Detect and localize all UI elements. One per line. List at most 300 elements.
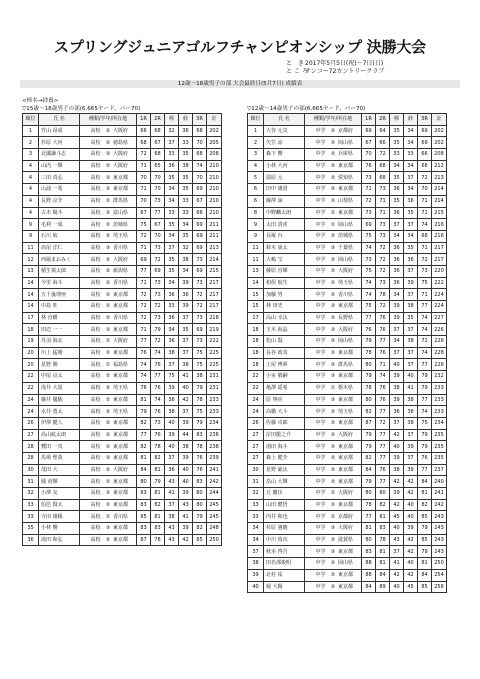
- total-score: 211: [207, 219, 222, 231]
- rank-cell: 35: [23, 523, 39, 535]
- school-grade-pref-cell: [80, 406, 137, 418]
- round1-score: 78: [362, 382, 376, 394]
- school-type: 中学: [315, 572, 326, 579]
- round1-score: 88: [362, 569, 376, 581]
- front-nine-score: 39: [390, 301, 404, 313]
- total-score: 244: [207, 488, 222, 500]
- grade: ②: [105, 443, 111, 450]
- table-row: [248, 336, 447, 348]
- prefecture: 京都府: [337, 128, 353, 135]
- back-nine-score: 37: [179, 406, 193, 418]
- column-header: 紗: [179, 114, 193, 126]
- column-header: 氏 名: [264, 114, 305, 126]
- total-score: 210: [207, 195, 222, 207]
- round1-score: 72: [137, 230, 151, 242]
- round3-score: 83: [193, 476, 207, 488]
- prefecture: 東京都: [337, 455, 353, 462]
- rank-cell: 18: [248, 359, 264, 371]
- rank-cell: 3: [23, 149, 39, 161]
- grade: ①: [330, 221, 336, 228]
- back-nine-score: 42: [179, 394, 193, 406]
- back-nine-score: 37: [404, 429, 418, 441]
- school-type: 中学: [315, 443, 326, 450]
- school-type: 高校: [90, 268, 101, 275]
- table-row: [248, 429, 447, 441]
- grade: ②: [330, 174, 336, 181]
- front-nine-score: 37: [165, 359, 179, 371]
- total-score: 243: [432, 546, 447, 558]
- round2-score: 89: [376, 581, 390, 593]
- grade-wrapper: [103, 313, 113, 323]
- round1-score: 79: [137, 406, 151, 418]
- rank-cell: 14: [248, 277, 264, 289]
- round1-score: 71: [137, 324, 151, 336]
- total-score: 217: [207, 277, 222, 289]
- front-nine-score: 36: [165, 289, 179, 301]
- rank-cell: 15: [248, 289, 264, 301]
- prefecture: 大阪府: [112, 466, 128, 473]
- total-score: 210: [207, 172, 222, 184]
- player-name: 三田 真弘: [39, 172, 80, 184]
- rank-cell: 4: [23, 172, 39, 184]
- prefecture: 東京都: [112, 350, 128, 357]
- round3-score: 69: [418, 137, 432, 149]
- round1-score: 77: [362, 511, 376, 523]
- player-name: 丹羽 海太: [39, 336, 80, 348]
- rank-cell: 4: [23, 195, 39, 207]
- grade: ②: [330, 478, 336, 485]
- grade: ②: [105, 420, 111, 427]
- rank-cell: 18: [248, 347, 264, 359]
- table-row: [23, 347, 222, 359]
- total-score: 202: [207, 125, 222, 137]
- table-row: [248, 312, 447, 324]
- school-grade-pref-cell: [80, 394, 137, 406]
- grade-wrapper: [103, 430, 113, 440]
- prefecture: 愛知県: [337, 174, 353, 181]
- rank-cell: 4: [23, 207, 39, 219]
- grade-wrapper: [328, 278, 338, 288]
- back-nine-score: 35: [179, 230, 193, 242]
- school-type: 高校: [90, 431, 101, 438]
- total-score: 241: [432, 488, 447, 500]
- school-type: 中学: [315, 209, 326, 216]
- player-name: 高山航太朗: [39, 429, 80, 441]
- front-nine-score: 37: [390, 347, 404, 359]
- total-score: 233: [207, 394, 222, 406]
- school-grade-pref-cell: [305, 569, 362, 581]
- round2-score: 68: [151, 149, 165, 161]
- round2-score: 77: [151, 371, 165, 383]
- round1-score: 81: [362, 523, 376, 535]
- prefecture: 埼玉県: [337, 279, 353, 286]
- round1-score: 80: [362, 534, 376, 546]
- total-score: 233: [432, 382, 447, 394]
- grade: ②: [105, 350, 111, 357]
- table-row: [23, 476, 222, 488]
- round1-score: 77: [137, 336, 151, 348]
- column-header: 3R: [193, 114, 207, 126]
- table-row: [23, 149, 222, 161]
- prefecture: 東京都: [337, 478, 353, 485]
- table-row: [23, 230, 222, 242]
- back-nine-score: 39: [179, 452, 193, 464]
- back-nine-score: 40: [404, 558, 418, 570]
- table-row: [23, 464, 222, 476]
- round2-score: 83: [151, 523, 165, 535]
- grade-wrapper: [103, 465, 113, 475]
- front-nine-score: 36: [390, 254, 404, 266]
- back-nine-score: 39: [404, 277, 418, 289]
- back-nine-score: 39: [179, 301, 193, 313]
- player-name: 北國謙斗志: [39, 149, 80, 161]
- table-row: [23, 160, 222, 172]
- player-name: 川上 猛晴: [39, 347, 80, 359]
- round3-score: 84: [418, 476, 432, 488]
- player-name: 毛利 一成: [39, 219, 80, 231]
- player-name: 今里 海斗: [39, 277, 80, 289]
- round2-score: 81: [376, 546, 390, 558]
- column-header: 順位: [23, 114, 39, 126]
- front-nine-score: 35: [165, 172, 179, 184]
- round3-score: 80: [193, 488, 207, 500]
- player-name: 林 直樹: [39, 312, 80, 324]
- round1-score: 79: [362, 336, 376, 348]
- school-type: 高校: [90, 502, 101, 509]
- grade: ③: [330, 373, 336, 380]
- back-nine-score: 34: [404, 160, 418, 172]
- school-type: 中学: [315, 291, 326, 298]
- rank-cell: 24: [23, 394, 39, 406]
- total-score: 237: [432, 464, 447, 476]
- school-type: 高校: [90, 478, 101, 485]
- school-type: 中学: [315, 560, 326, 567]
- grade: ③: [330, 139, 336, 146]
- back-nine-score: 36: [404, 254, 418, 266]
- player-name: 柏俣 航生: [264, 277, 305, 289]
- round3-score: 74: [418, 219, 432, 231]
- round1-score: 78: [362, 499, 376, 511]
- grade-wrapper: [103, 126, 113, 136]
- back-nine-score: 38: [404, 406, 418, 418]
- front-nine-score: 37: [165, 242, 179, 254]
- school-grade-pref-cell: [305, 499, 362, 511]
- prefecture: 香川県: [112, 315, 128, 322]
- table-row: [248, 254, 447, 266]
- round2-score: 73: [151, 312, 165, 324]
- back-nine-score: 34: [404, 184, 418, 196]
- total-score: 250: [432, 558, 447, 570]
- front-nine-score: 37: [390, 219, 404, 231]
- front-nine-score: 35: [390, 137, 404, 149]
- back-nine-score: 39: [404, 523, 418, 535]
- grade: ③: [330, 244, 336, 251]
- rank-cell: 36: [23, 534, 39, 546]
- front-nine-score: 39: [165, 382, 179, 394]
- prefecture: 東京都: [112, 490, 128, 497]
- school-grade-pref-cell: [305, 371, 362, 383]
- school-grade-pref-cell: [80, 534, 137, 546]
- round3-score: 83: [193, 429, 207, 441]
- round1-score: 79: [362, 441, 376, 453]
- table-row: [248, 242, 447, 254]
- round2-score: 72: [376, 265, 390, 277]
- front-nine-score: 39: [390, 312, 404, 324]
- table-row: [23, 195, 222, 207]
- school-type: 中学: [315, 408, 326, 415]
- grade: ②: [105, 291, 111, 298]
- back-nine-score: 42: [404, 546, 418, 558]
- school-grade-pref-cell: [305, 488, 362, 500]
- round1-score: 72: [137, 301, 151, 313]
- school-type: 高校: [90, 209, 101, 216]
- back-nine-score: 39: [179, 417, 193, 429]
- round3-score: 68: [418, 230, 432, 242]
- round3-score: 75: [418, 417, 432, 429]
- round1-score: 76: [137, 382, 151, 394]
- back-nine-score: 39: [404, 441, 418, 453]
- prefecture: 大阪府: [112, 338, 128, 345]
- school-grade-pref-cell: [80, 160, 137, 172]
- grade-wrapper: [103, 453, 113, 463]
- front-nine-score: 38: [390, 382, 404, 394]
- table-row: [248, 207, 447, 219]
- player-name: 藤井 優駿: [39, 394, 80, 406]
- school-grade-pref-cell: [305, 347, 362, 359]
- grade-wrapper: [328, 465, 338, 475]
- round3-score: 73: [193, 336, 207, 348]
- school-grade-pref-cell: [305, 429, 362, 441]
- front-nine-score: 36: [390, 277, 404, 289]
- back-nine-score: 39: [404, 464, 418, 476]
- round2-score: 73: [151, 195, 165, 207]
- round2-score: 71: [376, 195, 390, 207]
- prefecture: 大阪府: [112, 163, 128, 170]
- table-row: [23, 417, 222, 429]
- round1-score: 71: [137, 277, 151, 289]
- round3-score: 38: [193, 371, 207, 383]
- front-nine-score: 40: [165, 417, 179, 429]
- back-nine-score: 42: [404, 534, 418, 546]
- round2-score: 73: [151, 417, 165, 429]
- total-score: 215: [207, 265, 222, 277]
- grade-wrapper: [328, 383, 338, 393]
- column-header: 種類/学年/所在地: [80, 114, 137, 126]
- total-score: 211: [207, 230, 222, 242]
- column-header: 順位: [248, 114, 264, 126]
- round3-score: 69: [193, 219, 207, 231]
- rank-cell: 37: [248, 546, 264, 558]
- round1-score: 83: [137, 488, 151, 500]
- front-nine-score: 39: [390, 488, 404, 500]
- prefecture: 茨城県: [337, 233, 353, 240]
- school-type: 高校: [90, 373, 101, 380]
- table-row: [248, 499, 447, 511]
- grade-wrapper: [328, 488, 338, 498]
- player-name: 土屋 博夢: [264, 359, 305, 371]
- school-type: 中学: [315, 186, 326, 193]
- player-name: 浅井 大周: [39, 382, 80, 394]
- school-type: 高校: [90, 385, 101, 392]
- school-grade-pref-cell: [80, 277, 137, 289]
- grade-wrapper: [328, 535, 338, 545]
- player-name: 馬場 聖哉: [39, 452, 80, 464]
- player-name: 藤澤 諒: [264, 195, 305, 207]
- rank-cell: 6: [248, 195, 264, 207]
- column-header: 1R: [137, 114, 151, 126]
- rank-cell: 11: [23, 242, 39, 254]
- school-type: 中学: [315, 221, 326, 228]
- rank-cell: 1: [23, 125, 39, 137]
- grade: ③: [105, 490, 111, 497]
- prefecture: 東京都: [337, 396, 353, 403]
- rank-cell: 14: [23, 301, 39, 313]
- total-score: 205: [207, 137, 222, 149]
- total-score: 210: [207, 160, 222, 172]
- grade-wrapper: [328, 500, 338, 510]
- prefecture: 徳島県: [112, 139, 128, 146]
- back-nine-score: 45: [404, 581, 418, 593]
- player-name: 滝田 和弘: [39, 534, 80, 546]
- rank-cell: 18: [23, 324, 39, 336]
- round2-score: 68: [151, 125, 165, 137]
- table-row: [248, 546, 447, 558]
- total-score: 214: [432, 184, 447, 196]
- prefecture: 東京都: [112, 186, 128, 193]
- total-score: 210: [207, 207, 222, 219]
- player-name: 森上 健介: [264, 452, 305, 464]
- grade: ③: [330, 502, 336, 509]
- prefecture: 東京都: [337, 209, 353, 216]
- school-type: 高校: [90, 490, 101, 497]
- rank-cell: 2: [248, 137, 264, 149]
- prefecture: 香川県: [337, 291, 353, 298]
- round1-score: 73: [362, 207, 376, 219]
- grade-wrapper: [103, 220, 113, 230]
- school-type: 中学: [315, 338, 326, 345]
- round3-score: 79: [418, 546, 432, 558]
- back-nine-score: 35: [179, 149, 193, 161]
- round3-score: 78: [193, 394, 207, 406]
- front-nine-score: 36: [165, 312, 179, 324]
- school-type: 高校: [90, 139, 101, 146]
- player-name: 田名部俊明: [264, 558, 305, 570]
- grade-wrapper: [328, 208, 338, 218]
- back-nine-score: 34: [404, 230, 418, 242]
- front-nine-score: 40: [390, 441, 404, 453]
- player-name: 小澤 友: [39, 488, 80, 500]
- grade-wrapper: [103, 360, 113, 370]
- round3-score: 78: [193, 441, 207, 453]
- school-type: 高校: [90, 513, 101, 520]
- round3-score: 66: [418, 149, 432, 161]
- round1-score: 70: [362, 149, 376, 161]
- column-header: 種類/学年/所在地: [305, 114, 362, 126]
- round1-score: 84: [362, 464, 376, 476]
- round1-score: 74: [137, 371, 151, 383]
- school-type: 中学: [315, 396, 326, 403]
- school-grade-pref-cell: [305, 417, 362, 429]
- round2-score: 77: [376, 336, 390, 348]
- player-name: 杉原 憲暁: [264, 523, 305, 535]
- player-name: 亀澤 遥希: [264, 382, 305, 394]
- round1-score: 72: [137, 312, 151, 324]
- player-name: 小林 響: [39, 523, 80, 535]
- front-nine-score: 41: [390, 558, 404, 570]
- table-row: [23, 359, 222, 371]
- grade: ②: [105, 478, 111, 485]
- grade: ③: [330, 350, 336, 357]
- front-nine-score: 34: [165, 184, 179, 196]
- table-row: [23, 382, 222, 394]
- round2-score: 82: [376, 499, 390, 511]
- round3-score: 69: [193, 324, 207, 336]
- grade-wrapper: [103, 395, 113, 405]
- player-name: 竹山 昂成: [39, 125, 80, 137]
- table-row: [248, 406, 447, 418]
- school-grade-pref-cell: [80, 324, 137, 336]
- date-label: と き: [286, 60, 306, 67]
- back-nine-score: 35: [179, 324, 193, 336]
- front-nine-score: 35: [165, 219, 179, 231]
- player-name: 田辺 一一: [39, 324, 80, 336]
- prefecture: 埼玉県: [112, 408, 128, 415]
- column-header: 1R: [362, 114, 376, 126]
- rank-cell: 33: [23, 499, 39, 511]
- prefecture: 香川県: [112, 244, 128, 251]
- total-score: 222: [207, 336, 222, 348]
- rank-cell: 20: [23, 347, 39, 359]
- front-nine-score: 36: [390, 265, 404, 277]
- grade-wrapper: [103, 290, 113, 300]
- round2-score: 76: [151, 382, 165, 394]
- grade-wrapper: [328, 196, 338, 206]
- prefecture: 東京都: [337, 583, 353, 590]
- round3-score: 70: [193, 137, 207, 149]
- total-score: 235: [432, 441, 447, 453]
- rank-cell: 38: [248, 558, 264, 570]
- school-grade-pref-cell: [305, 172, 362, 184]
- grade-wrapper: [328, 430, 338, 440]
- total-score: 214: [207, 254, 222, 266]
- school-grade-pref-cell: [305, 230, 362, 242]
- school-type: 高校: [90, 151, 101, 158]
- results-table-15-18: [22, 113, 222, 546]
- results-table-12-14: [247, 113, 447, 593]
- front-nine-score: 75: [165, 371, 179, 383]
- round3-score: 69: [193, 242, 207, 254]
- prefecture: 京都府: [337, 513, 353, 520]
- school-grade-pref-cell: [305, 534, 362, 546]
- round3-score: 74: [418, 324, 432, 336]
- total-score: 242: [432, 499, 447, 511]
- front-nine-score: 36: [165, 160, 179, 172]
- grade-wrapper: [103, 477, 113, 487]
- table-row: [248, 523, 447, 535]
- legend-note: <棒名→紗養>: [22, 98, 59, 104]
- grade: ③: [105, 537, 111, 544]
- school-type: 高校: [90, 279, 101, 286]
- school-grade-pref-cell: [305, 523, 362, 535]
- school-grade-pref-cell: [305, 301, 362, 313]
- right-table-caption: ▽12歳～14歳男子の部(6,665ヤード、パー70): [247, 106, 366, 112]
- school-grade-pref-cell: [80, 149, 137, 161]
- back-nine-score: 41: [404, 382, 418, 394]
- grade-wrapper: [328, 523, 338, 533]
- school-grade-pref-cell: [305, 137, 362, 149]
- table-row: [248, 289, 447, 301]
- grade: ③: [330, 361, 336, 368]
